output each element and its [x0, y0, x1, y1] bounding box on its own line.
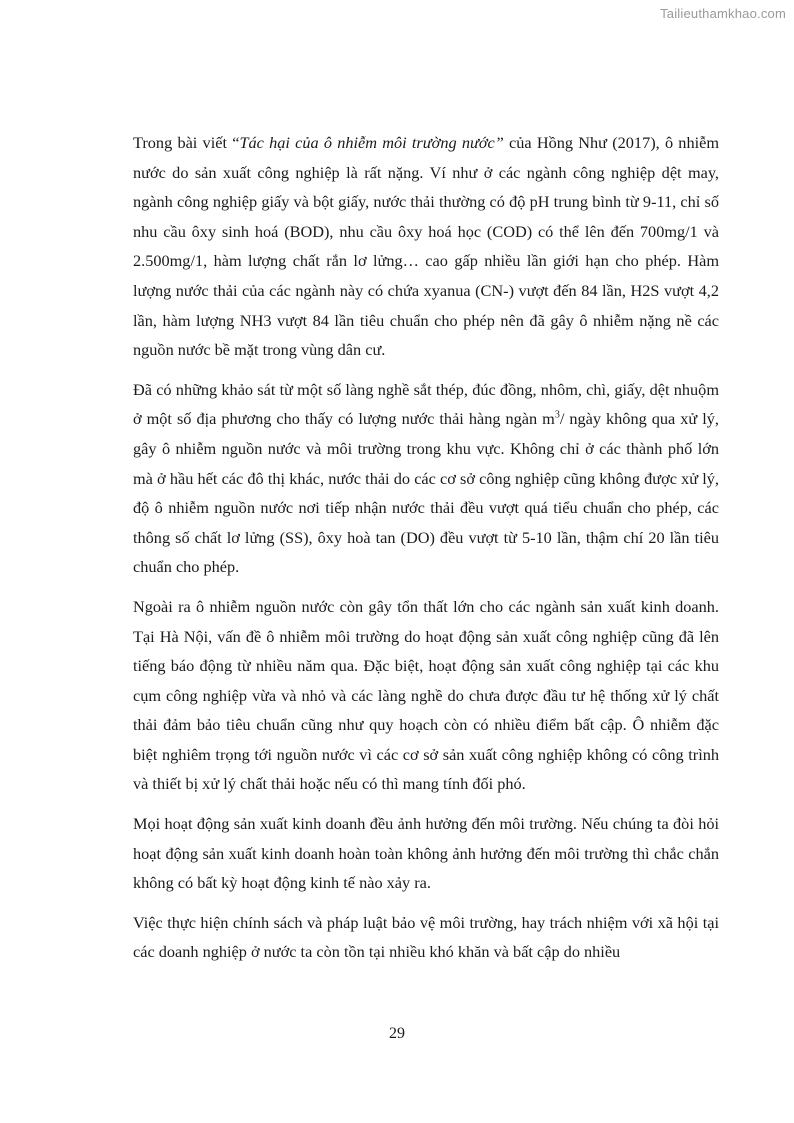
watermark-text: Tailieuthamkhao.com: [660, 6, 786, 21]
paragraph-2: [133, 375, 719, 582]
paragraph-4: Mọi hoạt động sản xuất kinh doanh đều ảnh hưởng đến môi trường. Nếu chúng ta đòi hỏi hoạt động sản xuất kinh doanh hoàn toàn không ảnh hưởng đến môi trường thì chắc chắn không có bất kỳ hoạt động kinh tế nào xảy ra.: [133, 814, 719, 893]
paragraph-1: [133, 128, 719, 365]
paragraph-5: Việc thực hiện chính sách và pháp luật bảo vệ môi trường, hay trách nhiệm với xã hội tại các doanh nghiệp ở nước ta còn tồn tại nhiều khó khăn và bất cập do nhiều: [133, 912, 719, 962]
cited-article-title: Tác hại của ô nhiễm môi trường nước”: [239, 133, 504, 152]
paragraph-3: Ngoài ra ô nhiễm nguồn nước còn gây tổn thất lớn cho các ngành sản xuất kinh doanh. Tại Hà Nội, vấn đề ô nhiễm môi trường do hoạt động sản xuất công nghiệp cũng đã lên tiếng báo động từ nhiều năm qua. Đặc biệt, hoạt động sản xuất công nghiệp tại các khu cụm công nghiệp vừa và nhỏ và các làng nghề do chưa được đầu tư hệ thống xử lý chất thải đảm bảo tiêu chuẩn cũng như quy hoạch còn có nhiều điểm bất cập. Ô nhiễm đặc biệt nghiêm trọng tới nguồn nước vì các cơ sở sản xuất công nghiệp không có công trình và thiết bị xử lý chất thải hoặc nếu có thì mang tính đối phó.: [133, 596, 719, 794]
paragraph-1-intro: Trong bài viết “: [133, 133, 240, 152]
page-number: 29: [389, 1025, 405, 1042]
paragraph-2-text-start: Đã có những khảo sát từ một số làng nghề sắt thép, đúc đồng, nhôm, chì, giấy, dệt nhuộm ở một số địa phương cho thấy có lượng nước thải hàng ngàn m: [133, 379, 719, 429]
superscript-unit: 3: [554, 409, 560, 421]
paragraph-2-text-end: / ngày không qua xử lý, gây ô nhiễm nguồn nước và môi trường trong khu vực. Không chỉ ở các thành phố lớn mà ở hầu hết các đô thị khác, nước thải do các cơ sở công nghiệp cũng không được xử lý, độ ô nhiễm nguồn nước nơi tiếp nhận nước thải đều vượt quá tiểu chuẩn cho phép, các thông số chất lơ lửng (SS), ôxy hoà tan (DO) đều vượt từ 5-10 lần, thậm chí 20 lần tiêu chuẩn cho phép.: [133, 409, 719, 577]
document-body: [133, 128, 719, 977]
paragraph-1-text: của Hồng Như (2017), ô nhiễm nước do sản xuất công nghiệp là rất nặng. Ví như ở các ngành công nghiệp dệt may, ngành công nghiệp giấy và bột giấy, nước thải thường có độ pH trung bình từ 9-11, chỉ số nhu cầu ôxy sinh hoá (BOD), nhu cầu ôxy hoá học (COD) có thể lên đến 700mg/1 và 2.500mg/1, hàm lượng chất rắn lơ lửng… cao gấp nhiều lần giới hạn cho phép. Hàm lượng nước thải của các ngành này có chứa xyanua (CN-) vượt đến 84 lần, H2S vượt 4,2 lần, hàm lượng NH3 vượt 84 lần tiêu chuẩn cho phép nên đã gây ô nhiễm nặng nề các nguồn nước bề mặt trong vùng dân cư.: [133, 133, 720, 360]
